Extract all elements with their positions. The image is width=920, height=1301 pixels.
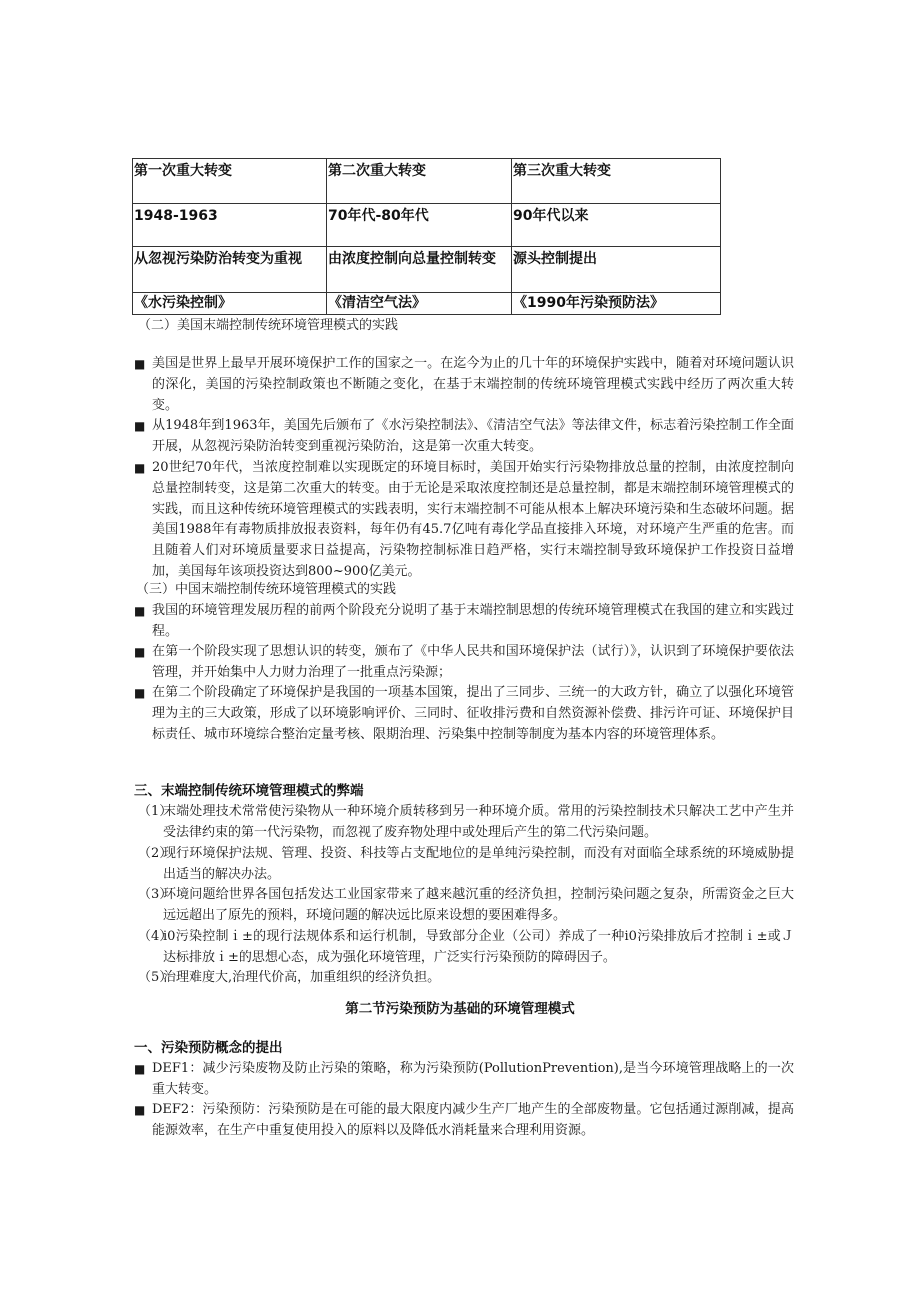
numbered-item (138, 885, 794, 927)
list-item-text: 20世纪70年代，当浓度控制难以实现既定的环境目标时，美国开始实行污染物排放总量的控制，由浓度控制向总量控制转变，这是第二次重大的转变。由于无论是采取浓度控制还是总量控制，都是末端控制环境管理模式的实践，而且这种传统环境管理模式的实践表明，实行末端控制不可能从根本上解决环境污染和生态破坏问题。据美国1988年有毒物质排放报表资料，每年仍有45.7亿吨有毒化学品直接排入环境，对环境产生严重的危害。而且随着人们对环境质量要求日益提高，污染物控制标准日趋严格，实行末端控制导致环境保护工作投资日益增加，美国每年该项投资达到800~900亿美元。 (152, 460, 794, 579)
numbered-item-text: 现行环境保护法规、管理、投资、科技等占支配地位的是单纯污染控制，而没有对面临全球系统的环境威胁提出适当的解决办法。 (163, 846, 794, 882)
list-item (134, 458, 794, 583)
bullet-icon: ■ (134, 686, 146, 700)
table-cell: 第一次重大转变 (133, 159, 327, 204)
us-section-caption: （二）美国末端控制传统环境管理模式的实践 (138, 318, 399, 333)
table-cell: 源头控制提出 (512, 247, 721, 293)
list-item (134, 683, 794, 745)
table-row (133, 159, 721, 204)
bullet-icon: ■ (134, 357, 146, 371)
list-item (134, 354, 794, 416)
bullet-icon: ■ (134, 1103, 146, 1117)
bullet-icon: ■ (134, 461, 146, 475)
table-cell: 70年代-80年代 (327, 204, 512, 247)
bullet-icon: ■ (134, 645, 146, 659)
list-item-text: 从1948年到1963年，美国先后颁布了《水污染控制法》、《清洁空气法》等法律文件，标志着污染控制工作全面开展，从忽视污染防治转变到重视污染防治，这是第一次重大转变。 (152, 418, 794, 454)
list-item-text: 美国是世界上最早开展环境保护工作的国家之一。在迄今为止的几十年的环境保护实践中，随着对环境问题认识的深化，美国的污染控制政策也不断随之变化，在基于末端控制的传统环境管理模式实践中经历了两次重大转变。 (152, 356, 794, 413)
table-cell: 《清洁空气法》 (327, 293, 512, 315)
item-number: （4） (138, 929, 173, 944)
numbered-item (138, 968, 794, 989)
table-row (133, 204, 721, 247)
item-number: （5） (138, 970, 173, 985)
bullet-icon: ■ (134, 604, 146, 618)
section-title: 第二节污染预防为基础的环境管理模式 (345, 1001, 575, 1017)
cn-section-caption: （三）中国末端控制传统环境管理模式的实践 (136, 582, 397, 597)
list-item-text: 在第二个阶段确定了环境保护是我国的一项基本国策，提出了三同步、三统一的大政方针，确立了以强化环境管理为主的三大政策，形成了以环境影响评价、三同时、征收排污费和自然资源补偿费、排污许可证、环境保护目标责任、城市环境综合整治定量考核、限期治理、污染集中控制等制度为基本内容的环境管理体系。 (152, 685, 794, 742)
list-item (134, 601, 794, 643)
numbered-item (138, 802, 794, 844)
list-item (134, 642, 794, 684)
table-cell: 第三次重大转变 (512, 159, 721, 204)
table-row (133, 247, 721, 293)
table-cell: 90年代以来 (512, 204, 721, 247)
bullet-icon: ■ (134, 419, 146, 433)
drawbacks-heading: 三、末端控制传统环境管理模式的弊端 (134, 783, 364, 799)
table-cell: 《水污染控制》 (133, 293, 327, 315)
list-item (134, 1100, 794, 1142)
list-item-text: DEF1：减少污染废物及防止污染的策略，称为污染预防(PollutionPrevention),是当今环境管理战略上的一次重大转变。 (152, 1061, 794, 1097)
numbered-item (138, 927, 794, 969)
list-item-text: DEF2：污染预防：污染预防是在可能的最大限度内减少生产厂地产生的全部废物量。它包括通过源削减，提高能源效率，在生产中重复使用投入的原料以及降低水消耗量来合理利用资源。 (152, 1102, 794, 1138)
section-heading: 一、污染预防概念的提出 (134, 1040, 283, 1056)
list-item (134, 416, 794, 458)
numbered-item-text: i0污染控制ｉ±的现行法规体系和运行机制，导致部分企业（公司）养成了一种i0污染排放后才控制ｉ±或Ｊ达标排放ｉ±的思想心态，成为强化环境管理，广泛实行污染预防的障碍因子。 (163, 929, 794, 965)
numbered-item (138, 844, 794, 886)
table-cell: 第二次重大转变 (327, 159, 512, 204)
table-cell: 由浓度控制向总量控制转变 (327, 247, 512, 293)
numbered-item-text: 治理难度大,治理代价高，加重组织的经济负担。 (163, 970, 441, 985)
list-item-text: 在第一个阶段实现了思想认识的转变，颁布了《中华人民共和国环境保护法（试行）》，认识到了环境保护要依法管理，并开始集中人力财力治理了一批重点污染源； (152, 644, 794, 680)
item-number: （3） (138, 887, 173, 902)
bullet-icon: ■ (134, 1062, 146, 1076)
item-number: （2） (138, 846, 173, 861)
table-cell: 《1990年污染预防法》 (512, 293, 721, 315)
numbered-item-text: 末端处理技术常常使污染物从一种环境介质转移到另一种环境介质。常用的污染控制技术只解决工艺中产生并受法律约束的第一代污染物，而忽视了废弃物处理中或处理后产生的第二代污染问题。 (163, 804, 794, 840)
table-cell: 从忽视污染防治转变为重视 (133, 247, 327, 293)
table-row (133, 293, 721, 315)
transitions-table (132, 158, 721, 315)
list-item (134, 1059, 794, 1101)
item-number: （1） (138, 804, 173, 819)
table-cell: 1948-1963 (133, 204, 327, 247)
list-item-text: 我国的环境管理发展历程的前两个阶段充分说明了基于末端控制思想的传统环境管理模式在我国的建立和实践过程。 (152, 603, 794, 639)
numbered-item-text: 环境问题给世界各国包括发达工业国家带来了越来越沉重的经济负担，控制污染问题之复杂，所需资金之巨大远远超出了原先的预料，环境问题的解决远比原来设想的要困难得多。 (163, 887, 794, 923)
